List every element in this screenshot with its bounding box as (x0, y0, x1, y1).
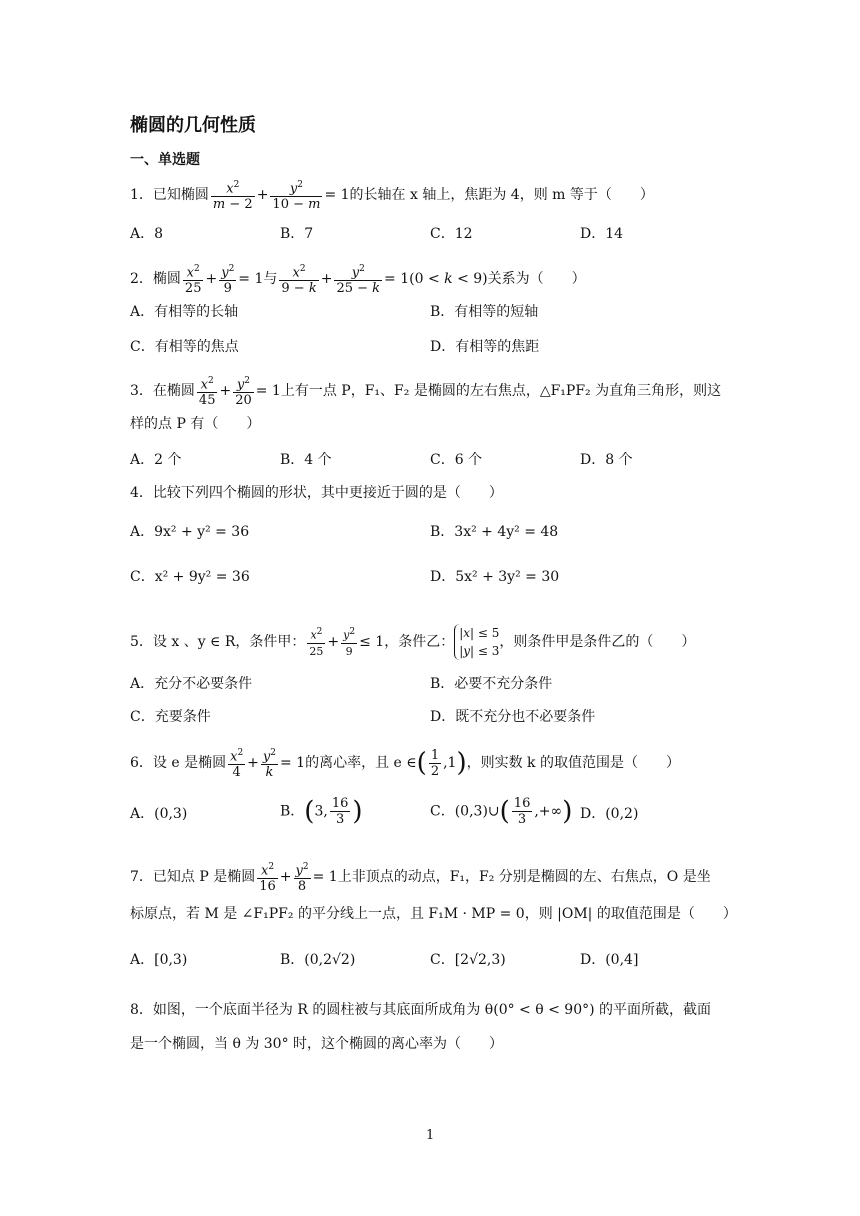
q6-option-d: D．(0,2) (580, 806, 639, 822)
q2-frac-3: $\frac{x^2}{9 - k}$ (281, 264, 317, 297)
q1-option-c: C．12 (430, 226, 473, 242)
q1-option-b: B．7 (280, 226, 314, 242)
q2-mid: 与 (263, 271, 278, 288)
q3-option-d: D．8 个 (580, 452, 633, 468)
q6-pre: 6．设 e 是椭圆 (130, 755, 227, 772)
q6-frac-3: $\frac{1}{2}$ (430, 747, 440, 779)
q7-option-b: B．(0,2√2) (280, 952, 356, 968)
q4-option-a: A．9x² + y² = 36 (130, 524, 250, 540)
page-number: 1 (426, 1128, 435, 1143)
q3-option-b: B．4 个 (280, 452, 332, 468)
q6-frac-1: $\frac{x^2}{4}$ (230, 748, 244, 781)
q1-pre: 1．已知椭圆 (130, 187, 209, 204)
q2-option-a: A．有相等的长轴 (130, 304, 239, 320)
q4-option-d: D．5x² + 3y² = 30 (430, 569, 560, 585)
q7-post: 上非顶点的动点，F₁，F₂ 分别是椭圆的左、右焦点，O 是坐 (337, 869, 711, 886)
q5-frac-1: $\frac{x^2}{25}$ (309, 627, 324, 658)
question-6: 6．设 e 是椭圆 $\frac{x^2}{4}$ + $\frac{y^2}{k}$ = 1的离心率，且 e ∈( $\frac{1}{2}$ ,1)，则实数 k 的取值范围是（ ） (130, 747, 680, 781)
q2-pre: 2．椭圆 (130, 271, 181, 288)
q2-option-b: B．有相等的短轴 (430, 304, 539, 320)
q6-option-a: A．(0,3) (130, 806, 188, 822)
q5-post: ，则条件甲是条件乙的（ ） (499, 634, 696, 650)
q5-frac-2: $\frac{y^2}{9}$ (343, 627, 356, 658)
q6-frac-b: $\frac{16}{3}$ (331, 796, 349, 827)
q3-post: 上有一点 P，F₁、F₂ 是椭圆的左右焦点，△F₁PF₂ 为直角三角形，则这 (280, 383, 722, 400)
q5-option-c: C．充要条件 (130, 709, 211, 725)
q1-frac-x: $\frac{x^2}{m - 2}$ (212, 180, 253, 213)
q6-option-b: B．(3, $\frac{16}{3}$ ) (280, 796, 363, 827)
q6-post: ，则实数 k 的取值范围是（ ） (466, 755, 680, 772)
q6-frac-c: $\frac{16}{3}$ (513, 796, 531, 827)
q5-pre: 5．设 x 、y ∈ R，条件甲： (130, 634, 306, 650)
q7-frac-2: $\frac{y^2}{8}$ (295, 862, 309, 895)
q3-frac-2: $\frac{y^2}{20}$ (235, 376, 252, 409)
question-2: 2．椭圆 $\frac{x^2}{25}$ + $\frac{y^2}{9}$ = 1与 $\frac{x^2}{9 - k}$ + $\frac{y^2}{25 - k}$ = 1(0 < k < 9)关系为（ ） (130, 264, 586, 297)
q8-line2: 是一个椭圆，当 θ 为 30° 时，这个椭圆的离心率为（ ） (130, 1036, 504, 1052)
q2-frac-1: $\frac{x^2}{25}$ (184, 264, 202, 297)
q6-option-b-label: B． (280, 803, 305, 820)
q5-option-d: D．既不充分也不必要条件 (430, 709, 596, 725)
q3-pre: 3．在椭圆 (130, 383, 195, 400)
q3-line2: 样的点 P 有（ ） (130, 416, 261, 432)
q7-option-d: D．(0,4] (580, 952, 639, 968)
q4-option-b: B．3x² + 4y² = 48 (430, 524, 559, 540)
q5-mid: ，条件乙： (384, 634, 455, 650)
q6-option-c: C．(0,3)∪( $\frac{16}{3}$ ,+∞) (430, 796, 573, 827)
question-8: 8．如图，一个底面半径为 R 的圆柱被与其底面所成角为 θ(0° < θ < 90°) 的平面所截，截面 (130, 1002, 712, 1018)
q2-frac-2: $\frac{y^2}{9}$ (221, 264, 235, 297)
q5-system: |x| ≤ 5 |y| ≤ 3 (454, 624, 499, 660)
question-5: 5．设 x 、y ∈ R，条件甲： $\frac{x^2}{25}$ + $\frac{y^2}{9}$ ≤ 1，条件乙：|x| ≤ 5 |y| ≤ 3，则条件甲是条件乙的（ ） (130, 626, 696, 658)
q4-option-c: C．x² + 9y² = 36 (130, 569, 250, 585)
question-1: 1．已知椭圆 $\frac{x^2}{m - 2}$ + $\frac{y^2}{10 - m}$ = 1的长轴在 x 轴上，焦距为 4，则 m 等于（ ） (130, 180, 654, 213)
q7-pre: 7．已知点 P 是椭圆 (130, 869, 256, 886)
q5-option-a: A．充分不必要条件 (130, 676, 253, 692)
q3-option-a: A．2 个 (130, 452, 182, 468)
question-7: 7．已知点 P 是椭圆 $\frac{x^2}{16}$ + $\frac{y^2}{8}$ = 1上非顶点的动点，F₁，F₂ 分别是椭圆的左、右焦点，O 是坐 (130, 862, 711, 895)
q1-frac-y: $\frac{y^2}{10 - m}$ (272, 180, 321, 213)
question-3: 3．在椭圆 $\frac{x^2}{45}$ + $\frac{y^2}{20}$ = 1上有一点 P，F₁、F₂ 是椭圆的左右焦点，△F₁PF₂ 为直角三角形，则这 (130, 376, 722, 409)
q1-post: 的长轴在 x 轴上，焦距为 4，则 m 等于（ ） (349, 187, 654, 204)
q7-line2: 标原点，若 M 是 ∠F₁PF₂ 的平分线上一点，且 F₁M · MP = 0，则 |OM| 的取值范围是（ ） (130, 906, 737, 922)
q1-option-d: D．14 (580, 226, 624, 242)
q2-frac-4: $\frac{y^2}{25 - k}$ (336, 264, 381, 297)
q3-option-c: C．6 个 (430, 452, 483, 468)
q6-mid: 的离心率，且 e ∈ (305, 755, 417, 772)
question-4: 4．比较下列四个椭圆的形状，其中更接近于圆的是（ ） (130, 485, 503, 501)
q6-option-c-label: C． (430, 803, 455, 820)
q7-option-c: C．[2√2,3) (430, 952, 506, 968)
page-title: 椭圆的几何性质 (130, 115, 256, 136)
q2-option-d: D．有相等的焦距 (430, 339, 540, 355)
q7-frac-1: $\frac{x^2}{16}$ (259, 862, 276, 895)
q2-option-c: C．有相等的焦点 (130, 339, 239, 355)
q3-frac-1: $\frac{x^2}{45}$ (198, 376, 216, 409)
q6-frac-2: $\frac{y^2}{k}$ (262, 748, 276, 781)
q1-option-a: A．8 (130, 226, 164, 242)
q5-option-b: B．必要不充分条件 (430, 676, 553, 692)
q2-post: 关系为（ ） (487, 271, 586, 288)
section-heading: 一、单选题 (130, 152, 200, 168)
q7-option-a: A．[0,3) (130, 952, 188, 968)
